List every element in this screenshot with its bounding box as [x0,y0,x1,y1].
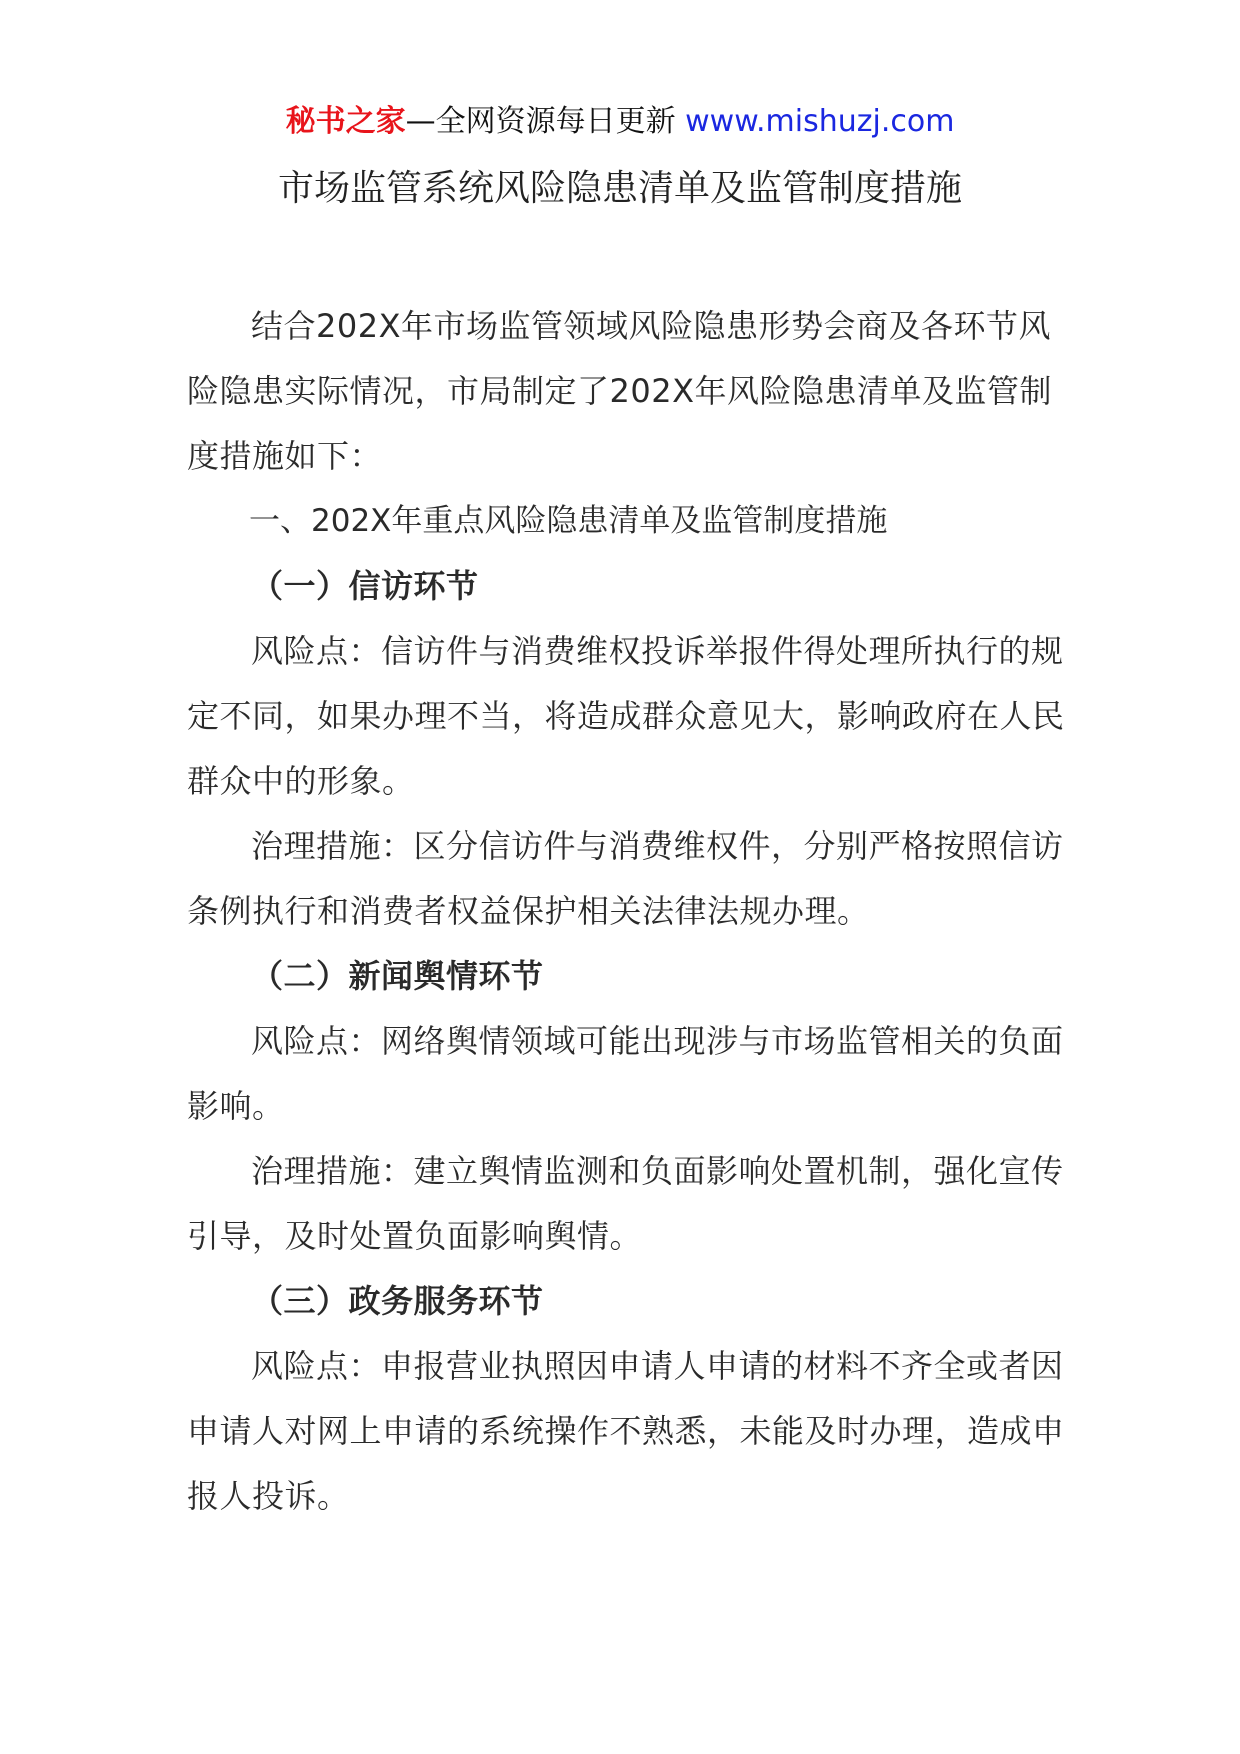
measure-paragraph-1: 治理措施：区分信访件与消费维权件，分别严格按照信访条例执行和消费者权益保护相关法律法规办理。 [187,827,1064,930]
section-heading-1: 一、202X年重点风险隐患清单及监管制度措施 [249,503,888,539]
intro-paragraph: 结合202X年市场监管领域风险隐患形势会商及各环节风险隐患实际情况，市局制定了202X年风险隐患清单及监管制度措施如下： [187,307,1053,475]
measure-paragraph-2: 治理措施：建立舆情监测和负面影响处置机制，强化宣传引导，及时处置负面影响舆情。 [187,1152,1064,1255]
risk-paragraph-2: 风险点：网络舆情领域可能出现涉与市场监管相关的负面影响。 [187,1022,1064,1125]
watermark-header [0,100,1240,144]
document-body [187,294,1067,1529]
subsection-heading-2: （二）新闻舆情环节 [251,957,544,995]
header-tagline: —全网资源每日更新 [405,104,686,139]
risk-paragraph-1: 风险点：信访件与消费维权投诉举报件得处理所执行的规定不同，如果办理不当，将造成群众意见大，影响政府在人民群众中的形象。 [187,632,1065,800]
site-link[interactable]: www.mishuzj.com [685,104,955,139]
subsection-heading-3: （三）政务服务环节 [251,1282,544,1320]
document-title: 市场监管系统风险隐患清单及监管制度措施 [277,168,962,209]
brand-name: 秘书之家 [285,104,406,139]
subsection-heading-1: （一）信访环节 [251,567,479,605]
risk-paragraph-3: 风险点：申报营业执照因申请人申请的材料不齐全或者因申请人对网上申请的系统操作不熟悉，未能及时办理，造成申报人投诉。 [187,1347,1065,1515]
